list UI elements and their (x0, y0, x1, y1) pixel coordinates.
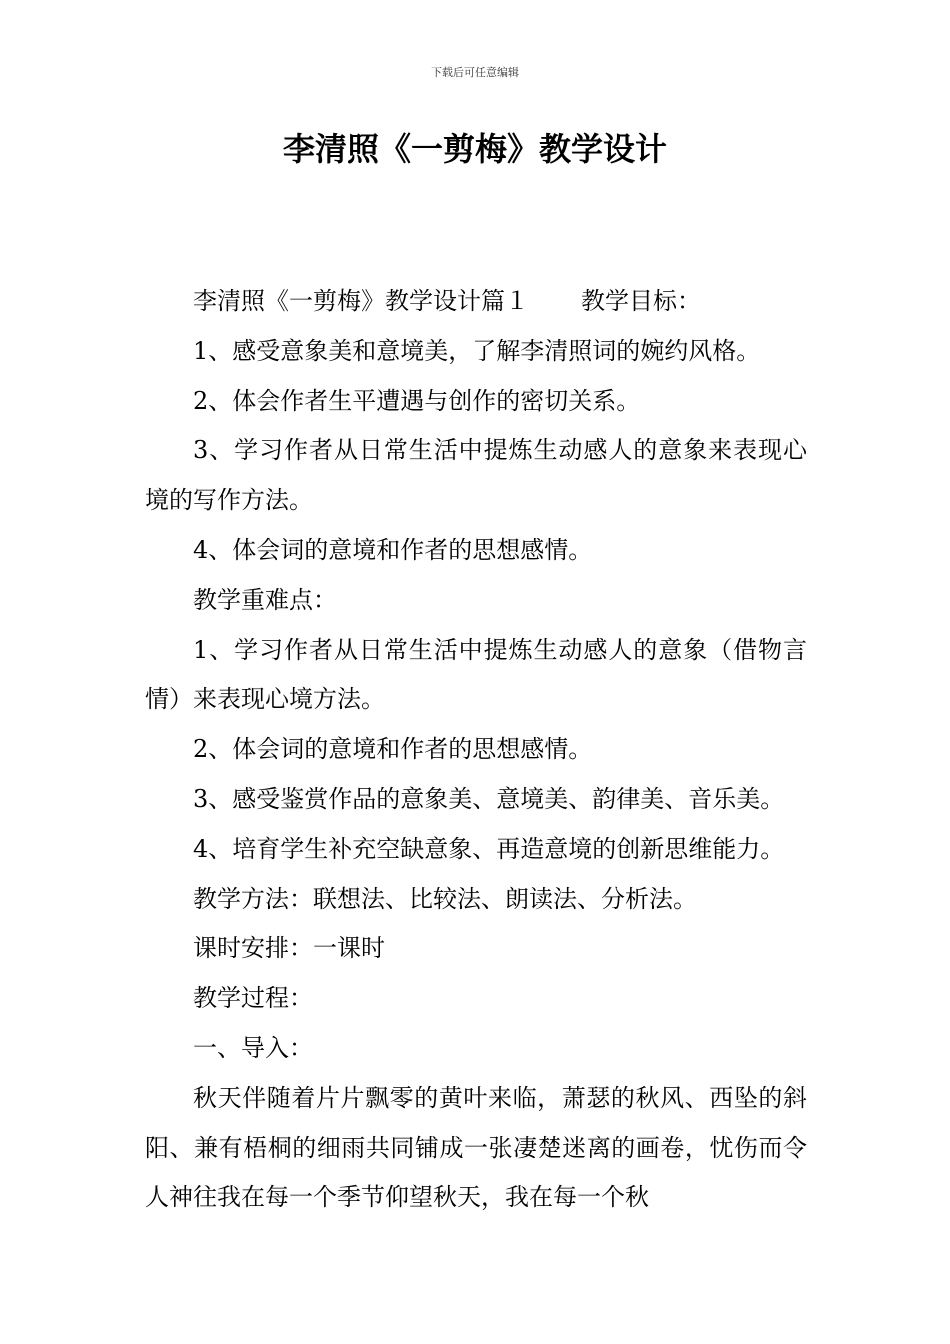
key-point-item: 2、体会词的意境和作者的思想感情。 (193, 735, 593, 764)
objective-item: 1、感受意象美和意境美，了解李清照词的婉约风格。 (193, 336, 761, 365)
objective-item: 2、体会作者生平遭遇与创作的密切关系。 (193, 386, 641, 415)
section-heading-line (145, 277, 807, 327)
section-heading: 李清照《一剪梅》教学设计篇１ (193, 287, 529, 315)
teaching-methods: 教学方法：联想法、比较法、朗读法、分析法。 (193, 884, 697, 913)
objective-item: 3、学习作者从日常生活中提炼生动感人的意象来表现心境的写作方法。 (145, 436, 807, 515)
key-point-item: 3、感受鉴赏作品的意象美、意境美、韵律美、音乐美。 (193, 784, 785, 813)
class-schedule: 课时安排：一课时 (193, 934, 385, 963)
objective-item: 4、体会词的意境和作者的思想感情。 (193, 535, 593, 564)
objectives-label: 教学目标： (581, 287, 701, 315)
intro-paragraph: 秋天伴随着片片飘零的黄叶来临，萧瑟的秋风、西坠的斜阳、兼有梧桐的细雨共同铺成一张凄楚迷离的画卷，忧伤而令人神往我在每一个季节仰望秋天，我在每一个秋 (145, 1083, 807, 1212)
key-points-label: 教学重难点： (193, 585, 337, 614)
process-label: 教学过程： (193, 984, 313, 1013)
key-point-item: 4、培育学生补充空缺意象、再造意境的创新思维能力。 (193, 834, 785, 863)
document-body (145, 277, 807, 1223)
page-header-note: 下载后可任意编辑 (431, 66, 519, 79)
intro-label: 一、导入： (193, 1033, 313, 1062)
document-title: 李清照《一剪梅》教学设计 (282, 130, 667, 168)
key-point-item: 1、学习作者从日常生活中提炼生动感人的意象（借物言情）来表现心境方法。 (145, 635, 807, 714)
